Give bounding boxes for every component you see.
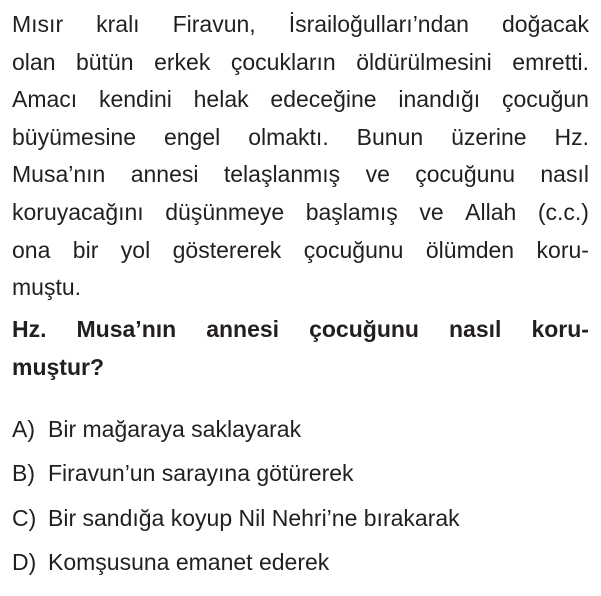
option-d[interactable]	[12, 540, 589, 585]
stem-line	[12, 310, 589, 348]
passage-word: Hz.	[554, 123, 589, 150]
passage-line	[12, 81, 589, 119]
passage-word: Mısır	[12, 11, 64, 37]
passage-line	[12, 119, 589, 157]
option-text: Bir sandığa koyup Nil Nehri’ne bırakarak	[48, 504, 460, 531]
stem-word: koru-	[531, 315, 589, 342]
option-letter: B)	[12, 460, 35, 487]
passage-line	[12, 6, 589, 44]
passage-word: kralı	[96, 11, 140, 37]
passage-word: başlamış	[305, 198, 398, 225]
passage-word: ve	[365, 161, 390, 188]
passage-word: emretti.	[512, 48, 589, 75]
passage-word: Musa’nın	[12, 161, 106, 188]
passage-word: nasıl	[540, 161, 589, 188]
passage-word: ona	[12, 236, 51, 263]
passage-line	[12, 232, 589, 270]
passage-word: edeceğine	[270, 86, 377, 113]
option-letter: D)	[12, 549, 37, 576]
option-a[interactable]	[12, 407, 589, 452]
passage-word: ve	[419, 198, 444, 225]
option-text: Bir mağaraya saklayarak	[48, 415, 302, 442]
passage-word: düşünmeye	[165, 198, 285, 225]
stem-word: muştur?	[12, 353, 104, 380]
option-letter: C)	[12, 504, 37, 531]
passage-word: bütün	[76, 48, 134, 75]
passage-word: çocuğunu	[303, 236, 404, 263]
question-stem	[12, 310, 589, 386]
passage-word: telaşlanmış	[223, 161, 341, 188]
passage-word: muştu.	[12, 274, 82, 301]
passage-line	[12, 269, 589, 307]
passage-word: bir	[72, 236, 99, 263]
passage-word: doğacak	[502, 11, 589, 37]
passage-word: Bunun	[356, 123, 424, 150]
passage-word: ölümden	[425, 236, 515, 263]
passage-word: çocuğun	[501, 86, 589, 113]
stem-word: Hz.	[12, 315, 47, 342]
option-text: Komşusuna emanet ederek	[48, 549, 330, 576]
option-c[interactable]	[12, 496, 589, 541]
passage-word: kendini	[98, 86, 172, 113]
passage-word: göstererek	[172, 236, 282, 263]
passage-word: (c.c.)	[537, 198, 589, 225]
passage-word: helak	[193, 86, 249, 113]
passage-word: olmaktı.	[248, 123, 329, 150]
option-text: Firavun’un sarayına götürerek	[48, 460, 354, 487]
passage-line	[12, 194, 589, 232]
passage-word: erkek	[154, 48, 211, 75]
stem-line	[12, 348, 589, 386]
passage-word: Firavun,	[172, 11, 256, 37]
passage-word: çocukların	[230, 48, 336, 75]
stem-word: çocuğunu	[309, 315, 419, 342]
passage-word: üzerine	[451, 123, 527, 150]
passage-word: engel	[163, 123, 221, 150]
passage-word: Amacı	[12, 86, 78, 113]
stem-word: annesi	[206, 315, 280, 342]
answer-options	[12, 407, 589, 585]
passage-line	[12, 44, 589, 82]
passage-word: İsrailoğulları’ndan	[288, 11, 469, 37]
passage-line	[12, 156, 589, 194]
passage-word: inandığı	[398, 86, 481, 113]
passage-word: Allah	[465, 198, 517, 225]
passage-word: koru-	[536, 236, 589, 263]
passage-word: yol	[120, 236, 151, 263]
question-card	[12, 6, 589, 585]
passage-word: öldürülmesini	[356, 48, 492, 75]
passage-word: olan	[12, 48, 56, 75]
passage-word: koruyacağını	[12, 198, 144, 225]
passage-word: çocuğunu	[415, 161, 515, 188]
passage-word: annesi	[130, 161, 199, 188]
option-letter: A)	[12, 415, 35, 442]
option-b[interactable]	[12, 451, 589, 496]
stem-word: Musa’nın	[76, 315, 177, 342]
stem-word: nasıl	[449, 315, 502, 342]
passage-word: büyümesine	[12, 123, 137, 150]
question-passage	[12, 6, 589, 307]
